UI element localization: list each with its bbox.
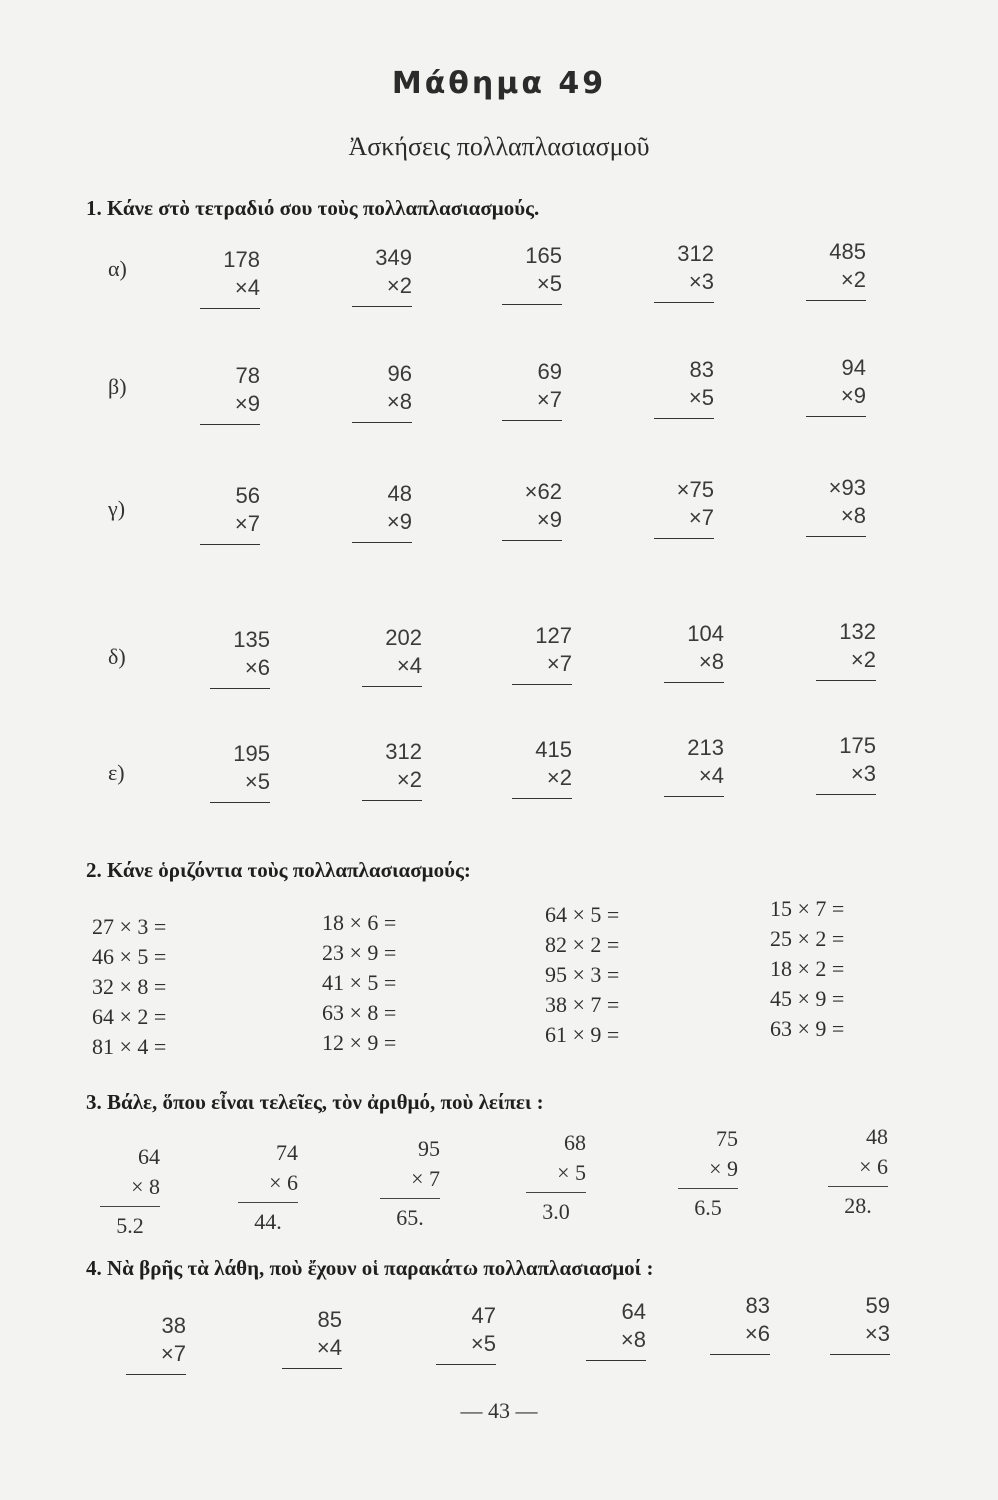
section3-instruction: 3. Βάλε, ὅπου εἶναι τελεῖες, τὸν ἀριθμό, ποὺ λείπει : [86, 1090, 544, 1114]
partial-result: 6.5 [694, 1195, 722, 1220]
multiplier: × 8 [131, 1174, 160, 1199]
equation: 25 × 2 = [770, 926, 845, 951]
result-line [238, 1202, 298, 1203]
multiplicand: 83 [689, 357, 714, 382]
equation: 23 × 9 = [322, 940, 397, 965]
multiplier: ×2 [386, 273, 412, 298]
multiplier: ×4 [316, 1335, 342, 1360]
multiplier: ×4 [698, 763, 724, 788]
equation: 27 × 3 = [92, 914, 167, 939]
result-line [816, 680, 876, 681]
multiplicand: 64 [621, 1299, 646, 1324]
multiplication-problem [664, 620, 724, 683]
result-line [830, 1354, 890, 1355]
multiplier: ×9 [536, 507, 562, 532]
result-line [710, 1354, 770, 1355]
multiplier: ×4 [396, 653, 422, 678]
result-line [654, 418, 714, 419]
missing-digit-problem [380, 1134, 440, 1233]
multiplicand: 83 [745, 1293, 770, 1318]
result-line [806, 416, 866, 417]
multiplier: × 7 [411, 1166, 440, 1191]
missing-digit-problem [238, 1138, 298, 1237]
multiplier: ×2 [850, 647, 876, 672]
result-line [816, 794, 876, 795]
multiplier: ×3 [864, 1321, 890, 1346]
row-label: α) [108, 256, 127, 281]
multiplicand: 485 [829, 239, 866, 264]
equation: 63 × 9 = [770, 1016, 845, 1041]
multiplier: × 9 [709, 1156, 738, 1181]
multiplication-problem [210, 740, 270, 803]
multiplication-problem [436, 1302, 496, 1365]
result-line [362, 686, 422, 687]
multiplicand: 195 [233, 741, 270, 766]
multiplier: ×5 [688, 385, 714, 410]
multiplication-problem [710, 1292, 770, 1355]
equation: 82 × 2 = [545, 932, 620, 957]
multiplier: ×5 [470, 1331, 496, 1356]
multiplication-problem [830, 1292, 890, 1355]
multiplicand: 104 [687, 621, 724, 646]
multiplier: ×9 [386, 509, 412, 534]
missing-digit-problem [828, 1122, 888, 1221]
result-line [806, 300, 866, 301]
result-line [512, 684, 572, 685]
multiplicand: 175 [839, 733, 876, 758]
multiplier: ×4 [234, 275, 260, 300]
multiplicand: 312 [385, 739, 422, 764]
result-line [210, 802, 270, 803]
result-line [282, 1368, 342, 1369]
row-label: δ) [108, 644, 126, 669]
equation: 63 × 8 = [322, 1000, 397, 1025]
result-line [436, 1364, 496, 1365]
multiplier: ×6 [244, 655, 270, 680]
equation: 46 × 5 = [92, 944, 167, 969]
row-label: γ) [108, 496, 126, 521]
multiplication-problem [806, 238, 866, 301]
multiplicand: 213 [687, 735, 724, 760]
multiplicand: 78 [235, 363, 260, 388]
equation: 81 × 4 = [92, 1034, 167, 1059]
multiplier: ×7 [160, 1341, 186, 1366]
multiplication-problem [502, 358, 562, 421]
section2-column-3 [545, 900, 619, 1050]
multiplicand: 202 [385, 625, 422, 650]
multiplication-problem [654, 356, 714, 419]
multiplicand: 64 [138, 1144, 160, 1169]
multiplier: ×3 [850, 761, 876, 786]
partial-result: 28. [844, 1193, 872, 1218]
multiplication-problem [502, 242, 562, 305]
multiplicand: 415 [535, 737, 572, 762]
multiplicand: 165 [525, 243, 562, 268]
multiplier: ×2 [396, 767, 422, 792]
multiplier: × 6 [269, 1170, 298, 1195]
multiplication-problem [200, 362, 260, 425]
equation: 95 × 3 = [545, 962, 620, 987]
multiplicand: 56 [235, 483, 260, 508]
multiplicand: 75 [716, 1126, 738, 1151]
partial-result: 44. [254, 1209, 282, 1234]
result-line [586, 1360, 646, 1361]
multiplication-problem [816, 732, 876, 795]
multiplier: ×7 [546, 651, 572, 676]
multiplicand: 59 [865, 1293, 890, 1318]
multiplicand: 48 [387, 481, 412, 506]
multiplication-problem [654, 476, 714, 539]
result-line [828, 1186, 888, 1187]
multiplication-problem [362, 738, 422, 801]
result-line [352, 542, 412, 543]
multiplicand: 349 [375, 245, 412, 270]
multiplier: ×8 [698, 649, 724, 674]
row-label: β) [108, 374, 127, 399]
result-line [352, 422, 412, 423]
multiplicand: 85 [317, 1307, 342, 1332]
partial-result: 65. [396, 1205, 424, 1230]
multiplier: ×8 [620, 1327, 646, 1352]
equation: 18 × 2 = [770, 956, 845, 981]
multiplier: ×9 [840, 383, 866, 408]
multiplier: ×6 [744, 1321, 770, 1346]
section2-column-2 [322, 908, 396, 1058]
section2-instruction: 2. Κάνε ὁριζόντια τοὺς πολλαπλασιασμούς: [86, 858, 471, 882]
result-line [654, 302, 714, 303]
result-line [362, 800, 422, 801]
multiplication-problem [200, 246, 260, 309]
equation: 41 × 5 = [322, 970, 397, 995]
multiplicand: ×93 [828, 475, 866, 500]
result-line [200, 308, 260, 309]
multiplier: ×7 [688, 505, 714, 530]
multiplication-problem [200, 482, 260, 545]
equation: 64 × 5 = [545, 902, 620, 927]
result-line [664, 796, 724, 797]
multiplier: × 6 [859, 1154, 888, 1179]
multiplier: ×7 [234, 511, 260, 536]
multiplier: ×5 [244, 769, 270, 794]
multiplication-problem [654, 240, 714, 303]
multiplicand: 38 [161, 1313, 186, 1338]
multiplication-problem [512, 622, 572, 685]
multiplier: ×9 [234, 391, 260, 416]
equation: 45 × 9 = [770, 986, 845, 1011]
result-line [200, 544, 260, 545]
multiplication-problem [352, 480, 412, 543]
result-line [806, 536, 866, 537]
result-line [512, 798, 572, 799]
lesson-subtitle: Ἀσκήσεις πολλαπλασιασμοῦ [348, 132, 650, 161]
result-line [502, 540, 562, 541]
equation: 38 × 7 = [545, 992, 620, 1017]
equation: 15 × 7 = [770, 896, 845, 921]
multiplicand: 96 [387, 361, 412, 386]
section2-column-1 [92, 912, 166, 1062]
multiplicand: ×62 [524, 479, 562, 504]
multiplicand: 68 [564, 1130, 586, 1155]
multiplication-problem [126, 1312, 186, 1375]
multiplication-problem [502, 478, 562, 541]
multiplication-problem [352, 244, 412, 307]
equation: 64 × 2 = [92, 1004, 167, 1029]
multiplication-problem [210, 626, 270, 689]
multiplicand: 69 [537, 359, 562, 384]
section4-instruction: 4. Νὰ βρῆς τὰ λάθη, ποὺ ἔχουν οἱ παρακάτω πολλαπλασιασμοί : [86, 1256, 654, 1280]
multiplicand: 132 [839, 619, 876, 644]
multiplicand: ×75 [676, 477, 714, 502]
multiplication-problem [362, 624, 422, 687]
result-line [654, 538, 714, 539]
multiplier: ×2 [546, 765, 572, 790]
multiplication-problem [664, 734, 724, 797]
missing-digit-problem [526, 1128, 586, 1227]
multiplicand: 178 [223, 247, 260, 272]
result-line [502, 420, 562, 421]
multiplication-problem [352, 360, 412, 423]
result-line [210, 688, 270, 689]
multiplier: ×3 [688, 269, 714, 294]
equation: 18 × 6 = [322, 910, 397, 935]
equation: 32 × 8 = [92, 974, 167, 999]
result-line [126, 1374, 186, 1375]
result-line [200, 424, 260, 425]
multiplier: ×8 [840, 503, 866, 528]
partial-result: 3.0 [542, 1199, 570, 1224]
result-line [526, 1192, 586, 1193]
multiplicand: 47 [471, 1303, 496, 1328]
equation: 12 × 9 = [322, 1030, 397, 1055]
multiplicand: 74 [276, 1140, 298, 1165]
multiplier: ×5 [536, 271, 562, 296]
multiplicand: 127 [535, 623, 572, 648]
multiplier: ×7 [536, 387, 562, 412]
multiplicand: 48 [866, 1124, 888, 1149]
row-label: ε) [108, 760, 125, 785]
result-line [100, 1206, 160, 1207]
multiplicand: 312 [677, 241, 714, 266]
lesson-title: Μάθημα 49 [391, 66, 607, 101]
result-line [678, 1188, 738, 1189]
multiplier: ×2 [840, 267, 866, 292]
multiplication-problem [512, 736, 572, 799]
missing-digit-problem [100, 1142, 160, 1241]
equation: 61 × 9 = [545, 1022, 620, 1047]
multiplier: ×8 [386, 389, 412, 414]
multiplicand: 135 [233, 627, 270, 652]
multiplication-problem [586, 1298, 646, 1361]
partial-result: 5.2 [116, 1213, 144, 1238]
result-line [352, 306, 412, 307]
missing-digit-problem [678, 1124, 738, 1223]
multiplication-problem [806, 354, 866, 417]
multiplicand: 95 [418, 1136, 440, 1161]
page-number: — 43 — [460, 1398, 538, 1423]
section1-instruction: 1. Κάνε στὸ τετραδιό σου τοὺς πολλαπλασιασμούς. [86, 196, 540, 220]
result-line [664, 682, 724, 683]
multiplication-problem [816, 618, 876, 681]
multiplier: × 5 [557, 1160, 586, 1185]
section2-column-4 [770, 894, 844, 1044]
multiplication-problem [806, 474, 866, 537]
multiplicand: 94 [841, 355, 866, 380]
result-line [502, 304, 562, 305]
multiplication-problem [282, 1306, 342, 1369]
result-line [380, 1198, 440, 1199]
